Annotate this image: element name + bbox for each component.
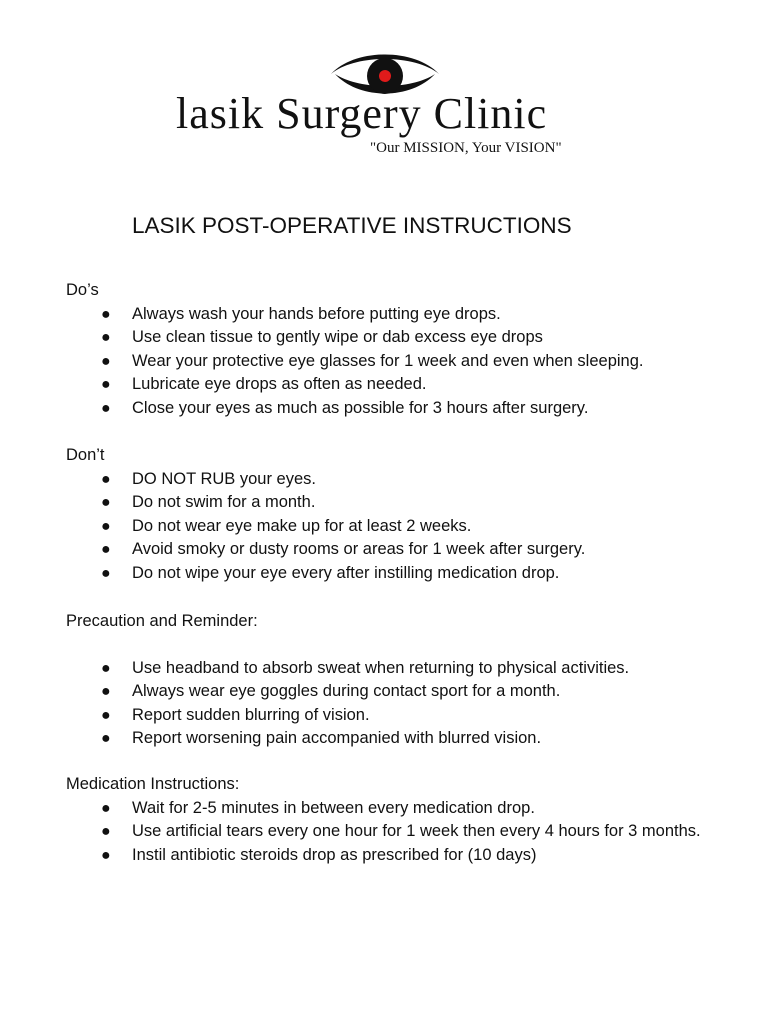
bullet-icon: ● <box>101 517 111 535</box>
list-item <box>66 373 726 397</box>
list-item <box>66 491 726 515</box>
list-item <box>66 538 726 562</box>
medication-section <box>66 773 726 867</box>
dos-section <box>66 279 726 420</box>
bullet-icon: ● <box>101 329 111 346</box>
bullet-icon: ● <box>101 799 111 817</box>
list-item <box>66 680 726 704</box>
list-item-text: Do not wear eye make up for at least 2 weeks. <box>132 516 472 535</box>
bullet-icon: ● <box>101 564 111 582</box>
bullet-icon: ● <box>101 706 111 724</box>
list-item <box>66 468 726 492</box>
bullet-icon: ● <box>101 659 111 677</box>
list-item-text: Use clean tissue to gently wipe or dab excess eye drops <box>132 328 543 346</box>
list-item-text: Close your eyes as much as possible for 3 hours after surgery. <box>132 398 589 417</box>
bullet-icon: ● <box>101 541 111 558</box>
donts-list <box>66 468 726 586</box>
list-item-text: Lubricate eye drops as often as needed. <box>132 375 427 393</box>
dos-list <box>66 303 726 421</box>
clinic-logo <box>0 0 768 170</box>
section-heading: Precaution and Reminder: <box>66 612 258 630</box>
list-item-text: Instil antibiotic steroids drop as prescribed for (10 days) <box>132 845 537 864</box>
list-item <box>66 820 726 844</box>
list-item-text: Use artificial tears every one hour for 1 week then every 4 hours for 3 months. <box>132 822 701 840</box>
medication-list <box>66 797 726 868</box>
precaution-list <box>66 657 726 751</box>
bullet-icon: ● <box>101 823 111 840</box>
bullet-icon: ● <box>101 305 111 323</box>
list-item <box>66 397 726 421</box>
list-item-text: Do not swim for a month. <box>132 493 316 511</box>
bullet-icon: ● <box>101 730 111 747</box>
list-item-text: Wear your protective eye glasses for 1 week and even when sleeping. <box>132 351 644 370</box>
spacer <box>66 634 726 657</box>
document-title: LASIK POST-OPERATIVE INSTRUCTIONS <box>132 213 572 238</box>
list-item-text: Do not wipe your eye every after instilling medication drop. <box>132 563 560 582</box>
list-item <box>66 797 726 821</box>
bullet-icon: ● <box>101 399 111 417</box>
section-heading: Don’t <box>66 446 105 464</box>
list-item-text: Always wear eye goggles during contact sport for a month. <box>132 682 561 700</box>
list-item-text: Avoid smoky or dusty rooms or areas for 1 week after surgery. <box>132 540 586 558</box>
section-heading: Medication Instructions: <box>66 775 240 793</box>
precaution-section <box>66 610 726 751</box>
list-item <box>66 303 726 327</box>
list-item <box>66 727 726 751</box>
list-item-text: Report sudden blurring of vision. <box>132 705 370 724</box>
list-item <box>66 657 726 681</box>
list-item-text: Always wash your hands before putting eye drops. <box>132 304 501 323</box>
list-item-text: Use headband to absorb sweat when returning to physical activities. <box>132 658 630 677</box>
bullet-icon: ● <box>101 846 111 864</box>
list-item <box>66 562 726 586</box>
list-item <box>66 350 726 374</box>
bullet-icon: ● <box>101 683 111 700</box>
donts-section <box>66 444 726 585</box>
list-item <box>66 326 726 350</box>
section-heading: Do’s <box>66 281 99 299</box>
list-item-text: DO NOT RUB your eyes. <box>132 469 316 488</box>
bullet-icon: ● <box>101 352 111 370</box>
bullet-icon: ● <box>101 494 111 511</box>
list-item <box>66 704 726 728</box>
bullet-icon: ● <box>101 376 111 393</box>
bullet-icon: ● <box>101 470 111 488</box>
list-item-text: Wait for 2-5 minutes in between every medication drop. <box>132 798 535 817</box>
list-item <box>66 844 726 868</box>
list-item-text: Report worsening pain accompanied with blurred vision. <box>132 729 542 747</box>
list-item <box>66 515 726 539</box>
clinic-tagline: "Our MISSION, Your VISION" <box>370 140 562 156</box>
clinic-name: lasik Surgery Clinic <box>176 89 548 138</box>
